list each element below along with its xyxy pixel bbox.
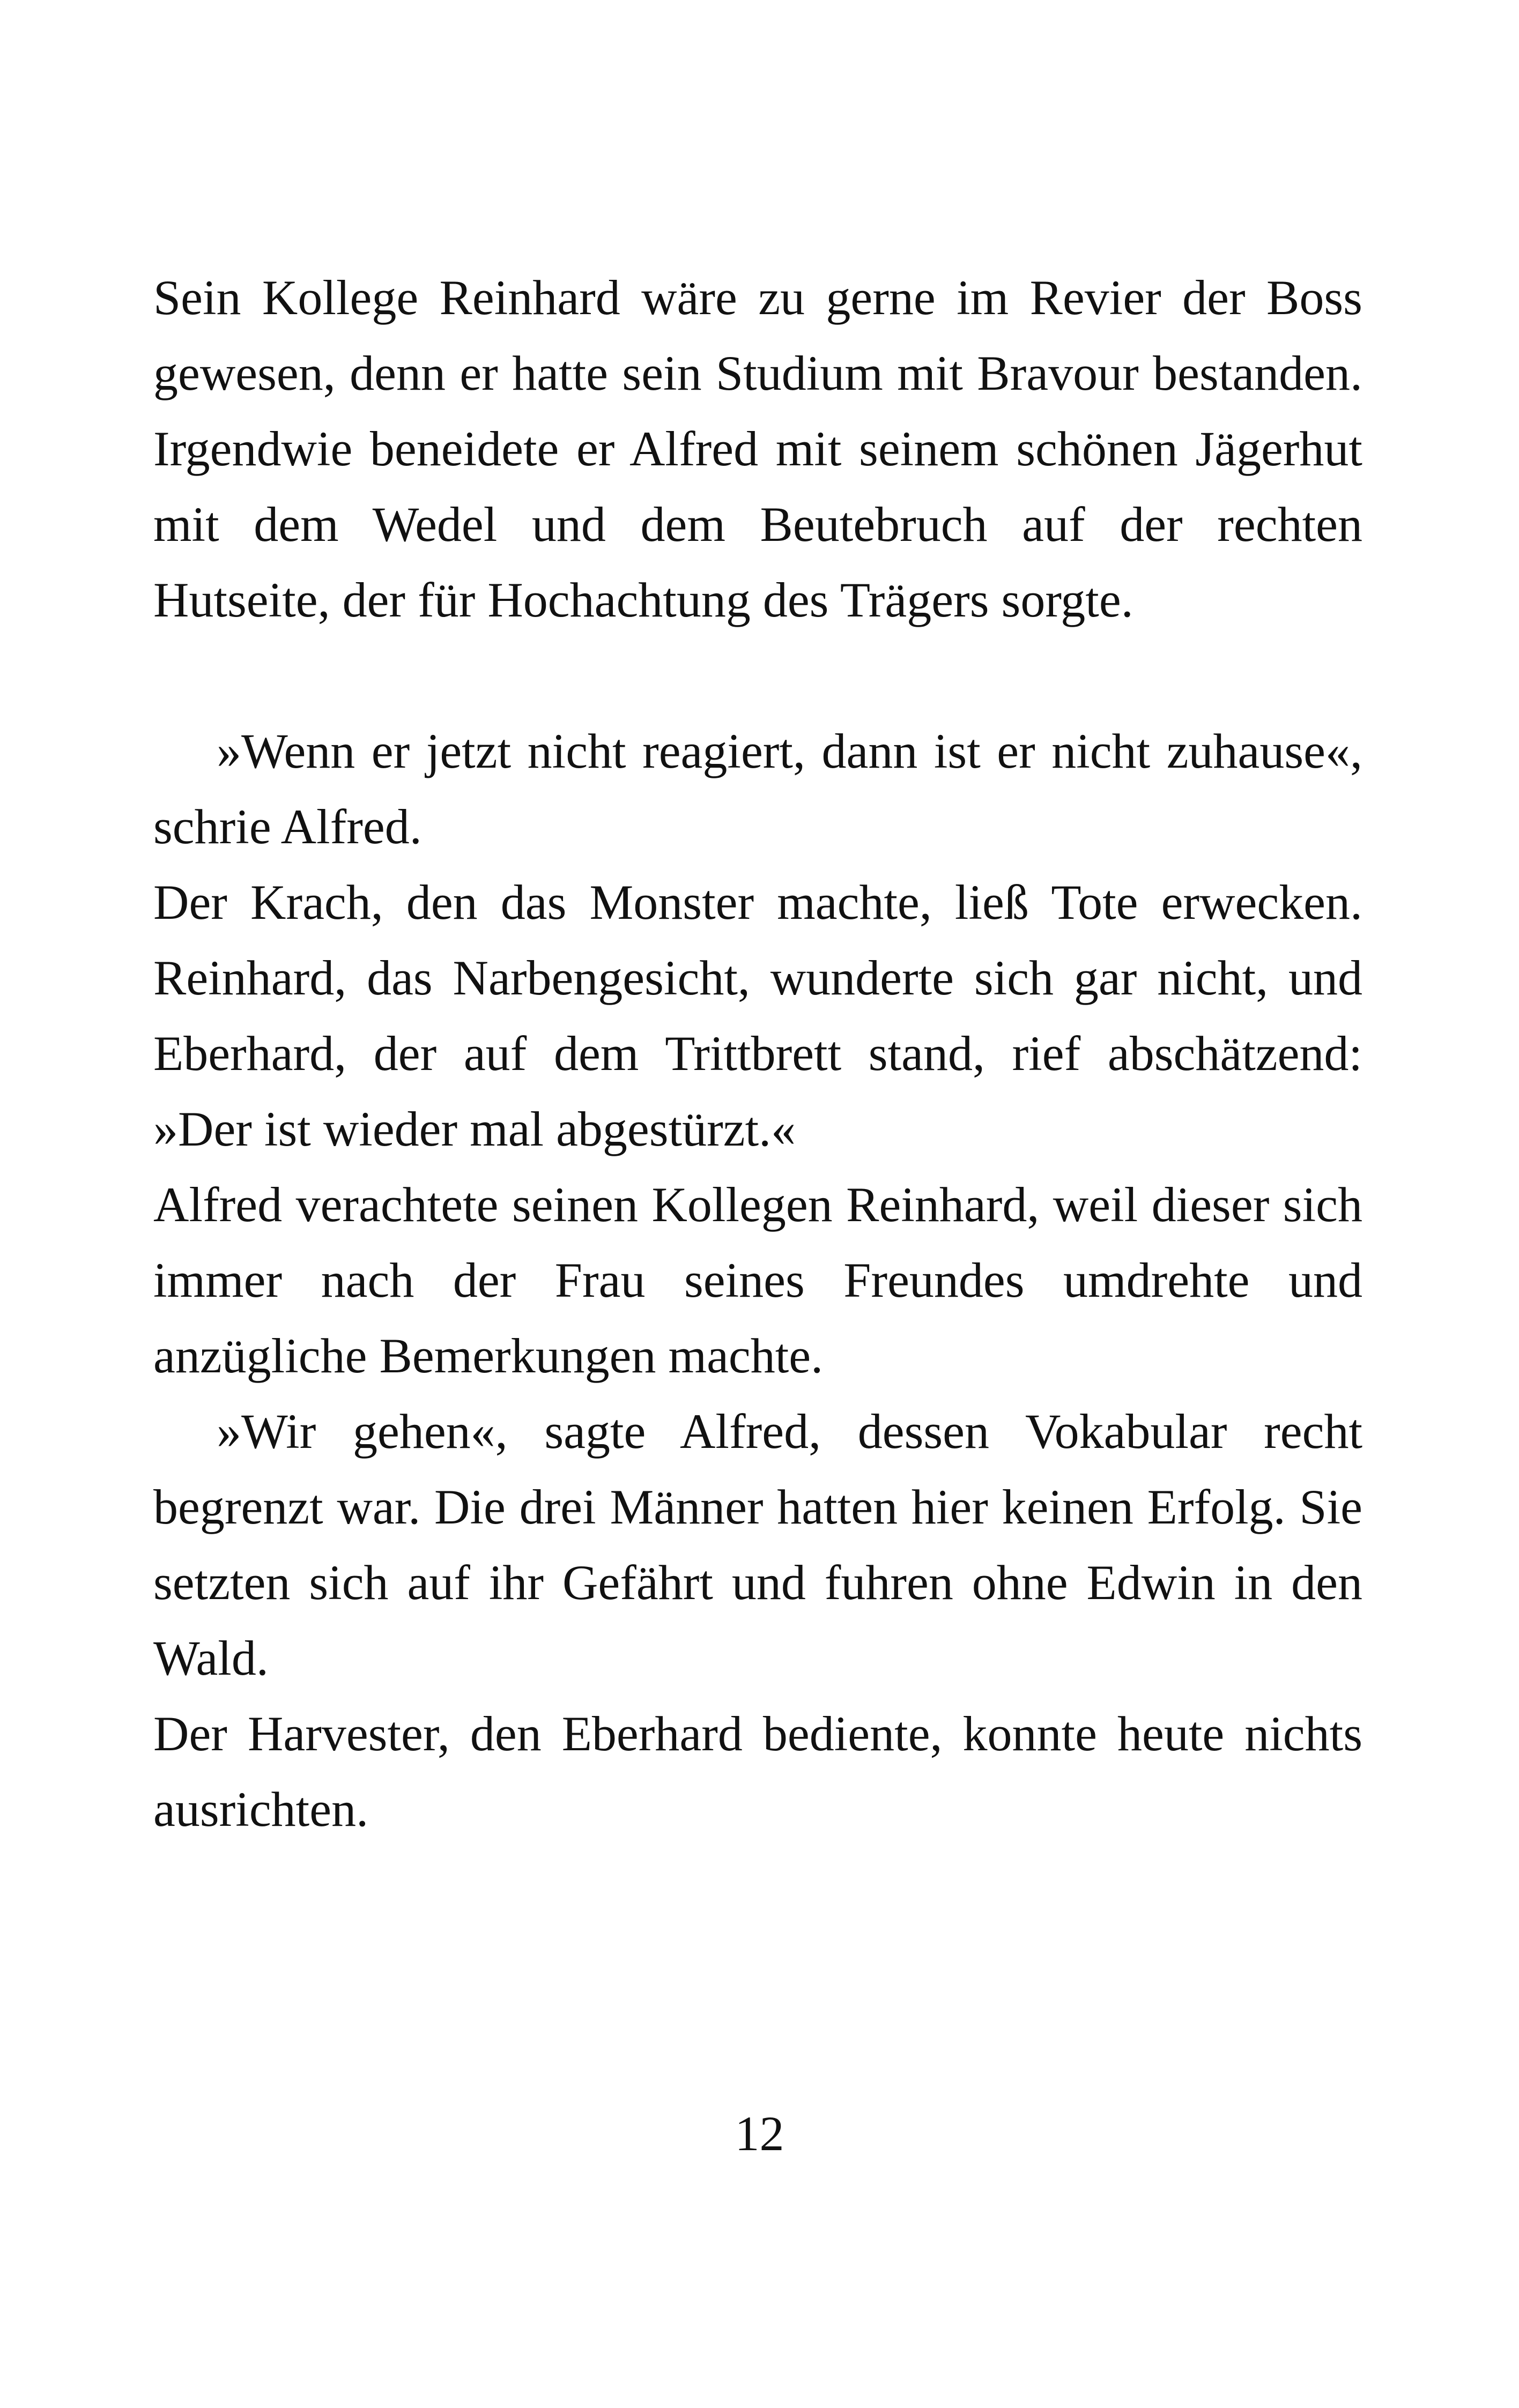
paragraph: Der Krach, den das Monster machte, ließ Tote erwecken. Reinhard, das Narbengesicht, wunderte sich gar nicht, und Eberhard, der auf dem Trittbrett stand, rief abschätzend: »Der ist wieder mal abgestürzt.«	[153, 875, 1362, 1156]
paragraph: »Wenn er jetzt nicht reagiert, dann ist er nicht zuhause«, schrie Alfred.	[153, 724, 1362, 854]
body-text	[153, 260, 1362, 1847]
paragraph: Sein Kollege Reinhard wäre zu gerne im Revier der Boss gewesen, denn er hatte sein Studium mit Bravour bestanden. Irgendwie beneidete er Alfred mit seinem schönen Jägerhut mit dem Wedel und dem Beutebruch auf der rechten Hutseite, der für Hochachtung des Trägers sorgte.	[153, 270, 1362, 627]
page-number: 12	[735, 2106, 784, 2161]
paragraph: Alfred verachtete seinen Kollegen Reinhard, weil dieser sich immer nach der Frau seines Freundes umdrehte und anzügliche Bemerkungen machte.	[153, 1177, 1362, 1383]
paragraph: Der Harvester, den Eberhard bediente, konnte heute nichts ausrichten.	[153, 1706, 1362, 1837]
paragraph: »Wir gehen«, sagte Alfred, dessen Vokabular recht begrenzt war. Die drei Männer hatten hier keinen Erfolg. Sie setzten sich auf ihr Gefährt und fuhren ohne Edwin in den Wald.	[153, 1404, 1362, 1685]
